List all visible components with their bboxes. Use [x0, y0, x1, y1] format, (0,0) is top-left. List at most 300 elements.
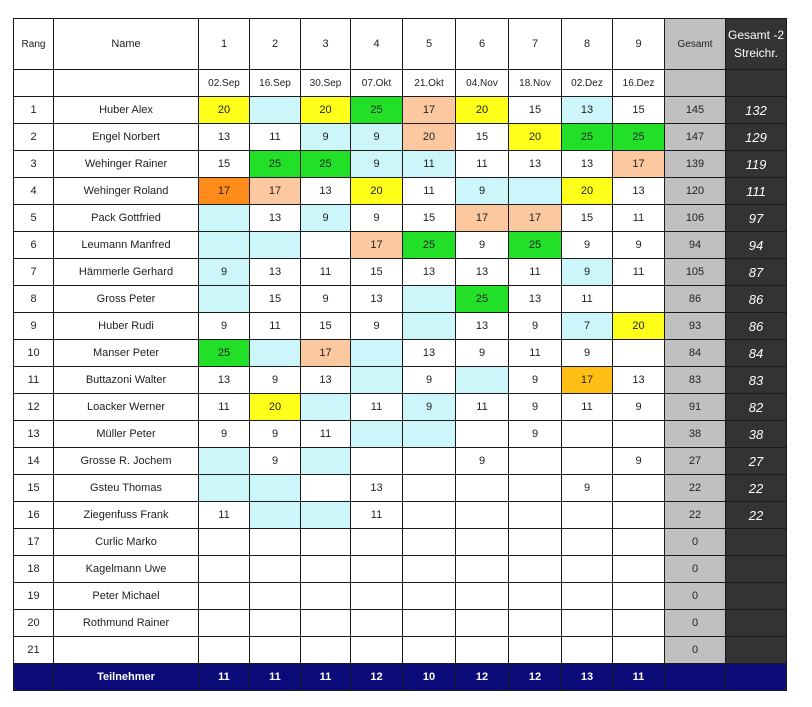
header-round-4: 4 — [351, 19, 403, 70]
score-cell-round-3: 11 — [301, 259, 351, 286]
rang-cell: 5 — [14, 205, 54, 232]
score-cell-round-7: 15 — [509, 97, 562, 124]
score-cell-round-5 — [403, 637, 456, 664]
score-cell-round-2 — [250, 97, 301, 124]
score-cell-round-5: 13 — [403, 340, 456, 367]
player-name-cell: Müller Peter — [54, 421, 199, 448]
dates-gesamt-empty — [665, 70, 726, 97]
score-cell-round-6 — [456, 610, 509, 637]
score-cell-round-8 — [562, 637, 613, 664]
score-cell-round-5 — [403, 448, 456, 475]
gesamt-streich-cell: 84 — [726, 340, 787, 367]
participant-count-round-8: 13 — [562, 664, 613, 691]
table-row — [14, 475, 787, 502]
table-row — [14, 97, 787, 124]
score-cell-round-4 — [351, 556, 403, 583]
player-name-cell: Wehinger Rainer — [54, 151, 199, 178]
score-cell-round-3: 9 — [301, 124, 351, 151]
header-gesamt-streich: Gesamt -2 Streichr. — [726, 19, 787, 70]
table-row — [14, 394, 787, 421]
dates-empty-rang — [14, 70, 54, 97]
score-cell-round-7: 11 — [509, 340, 562, 367]
score-cell-round-3: 9 — [301, 205, 351, 232]
score-cell-round-5 — [403, 313, 456, 340]
gesamt-cell: 106 — [665, 205, 726, 232]
score-cell-round-5 — [403, 610, 456, 637]
date-round-6: 04.Nov — [456, 70, 509, 97]
footer-empty-streich — [726, 664, 787, 691]
gesamt-cell: 93 — [665, 313, 726, 340]
score-cell-round-6 — [456, 502, 509, 529]
participant-count-round-3: 11 — [301, 664, 351, 691]
player-name-cell: Wehinger Roland — [54, 178, 199, 205]
score-cell-round-2: 13 — [250, 205, 301, 232]
score-cell-round-6: 9 — [456, 232, 509, 259]
score-cell-round-9 — [613, 529, 665, 556]
dates-empty-name — [54, 70, 199, 97]
score-cell-round-3 — [301, 610, 351, 637]
rang-cell: 17 — [14, 529, 54, 556]
score-cell-round-2: 13 — [250, 259, 301, 286]
rang-cell: 13 — [14, 421, 54, 448]
score-cell-round-7 — [509, 502, 562, 529]
date-round-5: 21.Okt — [403, 70, 456, 97]
table-row — [14, 637, 787, 664]
score-cell-round-7: 9 — [509, 367, 562, 394]
header-round-2: 2 — [250, 19, 301, 70]
gesamt-cell: 91 — [665, 394, 726, 421]
score-cell-round-1: 13 — [199, 367, 250, 394]
rang-cell: 14 — [14, 448, 54, 475]
score-cell-round-1: 11 — [199, 394, 250, 421]
score-cell-round-2: 9 — [250, 421, 301, 448]
score-cell-round-1: 9 — [199, 313, 250, 340]
score-cell-round-9: 13 — [613, 367, 665, 394]
table-row — [14, 205, 787, 232]
score-cell-round-4: 13 — [351, 286, 403, 313]
rang-cell: 3 — [14, 151, 54, 178]
score-cell-round-1 — [199, 637, 250, 664]
score-cell-round-2 — [250, 475, 301, 502]
rang-cell: 9 — [14, 313, 54, 340]
date-round-1: 02.Sep — [199, 70, 250, 97]
score-cell-round-6: 9 — [456, 178, 509, 205]
rang-cell: 10 — [14, 340, 54, 367]
rang-cell: 12 — [14, 394, 54, 421]
score-cell-round-8 — [562, 502, 613, 529]
header-gesamt: Gesamt — [665, 19, 726, 70]
score-cell-round-9 — [613, 637, 665, 664]
rang-cell: 21 — [14, 637, 54, 664]
score-cell-round-3: 15 — [301, 313, 351, 340]
gesamt-cell: 84 — [665, 340, 726, 367]
gesamt-cell: 105 — [665, 259, 726, 286]
score-cell-round-2 — [250, 529, 301, 556]
score-cell-round-5 — [403, 421, 456, 448]
gesamt-cell: 0 — [665, 637, 726, 664]
score-cell-round-7 — [509, 556, 562, 583]
rang-cell: 1 — [14, 97, 54, 124]
gesamt-cell: 139 — [665, 151, 726, 178]
score-cell-round-3: 9 — [301, 286, 351, 313]
table-row — [14, 259, 787, 286]
score-cell-round-5: 13 — [403, 259, 456, 286]
rang-cell: 6 — [14, 232, 54, 259]
table-row — [14, 556, 787, 583]
score-cell-round-2: 15 — [250, 286, 301, 313]
player-name-cell: Huber Rudi — [54, 313, 199, 340]
score-cell-round-8: 17 — [562, 367, 613, 394]
score-cell-round-8: 9 — [562, 340, 613, 367]
score-cell-round-7: 13 — [509, 151, 562, 178]
score-cell-round-6: 17 — [456, 205, 509, 232]
score-cell-round-1: 20 — [199, 97, 250, 124]
score-cell-round-4 — [351, 637, 403, 664]
score-cell-round-6: 11 — [456, 394, 509, 421]
score-cell-round-6 — [456, 421, 509, 448]
rang-cell: 20 — [14, 610, 54, 637]
gesamt-streich-cell: 119 — [726, 151, 787, 178]
player-name-cell: Buttazoni Walter — [54, 367, 199, 394]
score-cell-round-5: 9 — [403, 367, 456, 394]
score-cell-round-6: 13 — [456, 313, 509, 340]
score-cell-round-4: 11 — [351, 394, 403, 421]
player-name-cell: Huber Alex — [54, 97, 199, 124]
score-cell-round-7: 11 — [509, 259, 562, 286]
rang-cell: 11 — [14, 367, 54, 394]
score-cell-round-2: 11 — [250, 313, 301, 340]
footer-empty-rang — [14, 664, 54, 691]
gesamt-streich-cell: 22 — [726, 502, 787, 529]
score-cell-round-8 — [562, 529, 613, 556]
score-cell-round-8 — [562, 610, 613, 637]
score-cell-round-4: 17 — [351, 232, 403, 259]
ranking-table-body — [14, 19, 787, 691]
score-cell-round-8: 13 — [562, 97, 613, 124]
score-cell-round-6 — [456, 637, 509, 664]
score-cell-round-3: 13 — [301, 367, 351, 394]
score-cell-round-7: 17 — [509, 205, 562, 232]
score-cell-round-6: 9 — [456, 448, 509, 475]
player-name-cell: Kagelmann Uwe — [54, 556, 199, 583]
score-cell-round-8: 7 — [562, 313, 613, 340]
score-cell-round-8: 25 — [562, 124, 613, 151]
score-cell-round-7: 9 — [509, 394, 562, 421]
gesamt-cell: 0 — [665, 583, 726, 610]
rang-cell: 18 — [14, 556, 54, 583]
table-row — [14, 421, 787, 448]
score-cell-round-6 — [456, 583, 509, 610]
gesamt-cell: 120 — [665, 178, 726, 205]
score-cell-round-4 — [351, 529, 403, 556]
gesamt-streich-cell — [726, 637, 787, 664]
table-row — [14, 178, 787, 205]
participant-count-round-9: 11 — [613, 664, 665, 691]
rang-cell: 16 — [14, 502, 54, 529]
date-round-7: 18.Nov — [509, 70, 562, 97]
table-row — [14, 448, 787, 475]
score-cell-round-3: 13 — [301, 178, 351, 205]
header-round-8: 8 — [562, 19, 613, 70]
score-cell-round-1: 13 — [199, 124, 250, 151]
score-cell-round-3 — [301, 637, 351, 664]
score-cell-round-9: 11 — [613, 259, 665, 286]
score-cell-round-2: 25 — [250, 151, 301, 178]
score-cell-round-8 — [562, 556, 613, 583]
score-cell-round-9: 9 — [613, 232, 665, 259]
gesamt-cell: 0 — [665, 556, 726, 583]
score-cell-round-7: 13 — [509, 286, 562, 313]
table-row — [14, 583, 787, 610]
player-name-cell: Gsteu Thomas — [54, 475, 199, 502]
score-cell-round-6 — [456, 475, 509, 502]
score-cell-round-1 — [199, 475, 250, 502]
participant-count-round-4: 12 — [351, 664, 403, 691]
footer-label: Teilnehmer — [54, 664, 199, 691]
score-cell-round-5: 20 — [403, 124, 456, 151]
gesamt-cell: 22 — [665, 502, 726, 529]
score-cell-round-4 — [351, 583, 403, 610]
score-cell-round-4 — [351, 610, 403, 637]
score-cell-round-6: 25 — [456, 286, 509, 313]
header-round-5: 5 — [403, 19, 456, 70]
score-cell-round-9 — [613, 340, 665, 367]
score-cell-round-1 — [199, 556, 250, 583]
score-cell-round-3: 25 — [301, 151, 351, 178]
score-cell-round-5: 11 — [403, 178, 456, 205]
score-cell-round-5 — [403, 502, 456, 529]
table-row — [14, 340, 787, 367]
gesamt-cell: 94 — [665, 232, 726, 259]
score-cell-round-4: 9 — [351, 313, 403, 340]
score-cell-round-9 — [613, 502, 665, 529]
gesamt-streich-cell: 22 — [726, 475, 787, 502]
score-cell-round-9 — [613, 583, 665, 610]
score-cell-round-9 — [613, 610, 665, 637]
score-cell-round-5 — [403, 529, 456, 556]
gesamt-cell: 27 — [665, 448, 726, 475]
gesamt-cell: 0 — [665, 610, 726, 637]
score-cell-round-9: 9 — [613, 448, 665, 475]
score-cell-round-1 — [199, 205, 250, 232]
participant-count-round-7: 12 — [509, 664, 562, 691]
score-cell-round-2 — [250, 502, 301, 529]
gesamt-streich-cell: 87 — [726, 259, 787, 286]
dates-row — [14, 70, 787, 97]
score-cell-round-9: 20 — [613, 313, 665, 340]
score-cell-round-8: 9 — [562, 259, 613, 286]
score-cell-round-3 — [301, 394, 351, 421]
score-cell-round-6: 11 — [456, 151, 509, 178]
score-cell-round-6: 9 — [456, 340, 509, 367]
gesamt-cell: 38 — [665, 421, 726, 448]
score-cell-round-9: 13 — [613, 178, 665, 205]
score-cell-round-3 — [301, 529, 351, 556]
score-cell-round-4: 11 — [351, 502, 403, 529]
score-cell-round-3: 11 — [301, 421, 351, 448]
score-cell-round-4: 13 — [351, 475, 403, 502]
score-cell-round-3: 17 — [301, 340, 351, 367]
score-cell-round-5: 25 — [403, 232, 456, 259]
participant-count-round-6: 12 — [456, 664, 509, 691]
gesamt-streich-cell — [726, 529, 787, 556]
header-round-9: 9 — [613, 19, 665, 70]
table-row — [14, 232, 787, 259]
score-cell-round-3 — [301, 502, 351, 529]
score-cell-round-3 — [301, 583, 351, 610]
score-cell-round-1 — [199, 610, 250, 637]
table-row — [14, 367, 787, 394]
score-cell-round-6: 13 — [456, 259, 509, 286]
score-cell-round-2 — [250, 583, 301, 610]
score-cell-round-8: 9 — [562, 232, 613, 259]
player-name-cell: Rothmund Rainer — [54, 610, 199, 637]
score-cell-round-4: 15 — [351, 259, 403, 286]
gesamt-streich-cell: 129 — [726, 124, 787, 151]
header-round-6: 6 — [456, 19, 509, 70]
score-cell-round-5 — [403, 556, 456, 583]
score-cell-round-9: 17 — [613, 151, 665, 178]
score-cell-round-5: 15 — [403, 205, 456, 232]
rang-cell: 2 — [14, 124, 54, 151]
score-cell-round-9: 15 — [613, 97, 665, 124]
score-cell-round-8: 11 — [562, 286, 613, 313]
score-cell-round-7: 9 — [509, 421, 562, 448]
score-cell-round-8 — [562, 421, 613, 448]
score-cell-round-3 — [301, 475, 351, 502]
score-cell-round-2 — [250, 610, 301, 637]
score-cell-round-5 — [403, 583, 456, 610]
player-name-cell: Loacker Werner — [54, 394, 199, 421]
gesamt-streich-cell — [726, 583, 787, 610]
footer-empty-gesamt — [665, 664, 726, 691]
gesamt-streich-cell: 86 — [726, 286, 787, 313]
score-cell-round-7: 9 — [509, 313, 562, 340]
gesamt-streich-cell: 27 — [726, 448, 787, 475]
score-cell-round-4: 9 — [351, 124, 403, 151]
score-cell-round-9: 9 — [613, 394, 665, 421]
score-cell-round-3: 20 — [301, 97, 351, 124]
score-cell-round-1 — [199, 583, 250, 610]
score-cell-round-4 — [351, 340, 403, 367]
score-cell-round-5 — [403, 475, 456, 502]
player-name-cell: Curlic Marko — [54, 529, 199, 556]
player-name-cell: Manser Peter — [54, 340, 199, 367]
score-cell-round-9 — [613, 286, 665, 313]
header-row — [14, 19, 787, 70]
score-cell-round-8: 13 — [562, 151, 613, 178]
header-name: Name — [54, 19, 199, 70]
rang-cell: 8 — [14, 286, 54, 313]
player-name-cell: Engel Norbert — [54, 124, 199, 151]
score-cell-round-1: 9 — [199, 259, 250, 286]
score-cell-round-7 — [509, 610, 562, 637]
score-cell-round-3 — [301, 556, 351, 583]
score-cell-round-1: 11 — [199, 502, 250, 529]
gesamt-streich-cell: 97 — [726, 205, 787, 232]
gesamt-streich-cell: 111 — [726, 178, 787, 205]
score-cell-round-8: 11 — [562, 394, 613, 421]
score-cell-round-4: 9 — [351, 151, 403, 178]
gesamt-cell: 147 — [665, 124, 726, 151]
date-round-4: 07.Okt — [351, 70, 403, 97]
score-cell-round-7 — [509, 178, 562, 205]
gesamt-streich-cell: 83 — [726, 367, 787, 394]
gesamt-cell: 83 — [665, 367, 726, 394]
score-cell-round-5 — [403, 286, 456, 313]
date-round-3: 30.Sep — [301, 70, 351, 97]
score-cell-round-4: 25 — [351, 97, 403, 124]
gesamt-cell: 0 — [665, 529, 726, 556]
score-cell-round-2: 20 — [250, 394, 301, 421]
score-cell-round-8 — [562, 448, 613, 475]
dates-streich-empty — [726, 70, 787, 97]
gesamt-cell: 86 — [665, 286, 726, 313]
player-name-cell: Leumann Manfred — [54, 232, 199, 259]
player-name-cell: Ziegenfuss Frank — [54, 502, 199, 529]
score-cell-round-7 — [509, 448, 562, 475]
score-cell-round-4 — [351, 421, 403, 448]
gesamt-cell: 22 — [665, 475, 726, 502]
score-cell-round-1 — [199, 232, 250, 259]
score-cell-round-2 — [250, 340, 301, 367]
table-row — [14, 529, 787, 556]
score-cell-round-4 — [351, 448, 403, 475]
score-cell-round-6 — [456, 367, 509, 394]
score-cell-round-7 — [509, 583, 562, 610]
gesamt-streich-cell: 38 — [726, 421, 787, 448]
score-cell-round-9 — [613, 421, 665, 448]
score-cell-round-2 — [250, 232, 301, 259]
score-cell-round-6: 15 — [456, 124, 509, 151]
score-cell-round-2 — [250, 556, 301, 583]
participant-count-round-2: 11 — [250, 664, 301, 691]
score-cell-round-1: 9 — [199, 421, 250, 448]
header-round-1: 1 — [199, 19, 250, 70]
score-cell-round-7: 20 — [509, 124, 562, 151]
score-cell-round-3 — [301, 448, 351, 475]
score-cell-round-5: 9 — [403, 394, 456, 421]
ranking-table — [13, 18, 787, 691]
score-cell-round-4: 20 — [351, 178, 403, 205]
score-cell-round-4: 9 — [351, 205, 403, 232]
score-cell-round-2 — [250, 637, 301, 664]
player-name-cell: Pack Gottfried — [54, 205, 199, 232]
date-round-9: 16.Dez — [613, 70, 665, 97]
rang-cell: 4 — [14, 178, 54, 205]
participant-count-round-5: 10 — [403, 664, 456, 691]
score-cell-round-9: 25 — [613, 124, 665, 151]
footer-row — [14, 664, 787, 691]
score-cell-round-8: 15 — [562, 205, 613, 232]
header-round-3: 3 — [301, 19, 351, 70]
player-name-cell: Gross Peter — [54, 286, 199, 313]
date-round-2: 16.Sep — [250, 70, 301, 97]
gesamt-streich-cell: 82 — [726, 394, 787, 421]
gesamt-streich-cell: 132 — [726, 97, 787, 124]
score-cell-round-8 — [562, 583, 613, 610]
score-cell-round-3 — [301, 232, 351, 259]
score-cell-round-2: 11 — [250, 124, 301, 151]
score-cell-round-1: 17 — [199, 178, 250, 205]
table-row — [14, 502, 787, 529]
score-cell-round-5: 17 — [403, 97, 456, 124]
table-row — [14, 610, 787, 637]
player-name-cell: Grosse R. Jochem — [54, 448, 199, 475]
score-cell-round-5: 11 — [403, 151, 456, 178]
gesamt-cell: 145 — [665, 97, 726, 124]
score-cell-round-9 — [613, 556, 665, 583]
